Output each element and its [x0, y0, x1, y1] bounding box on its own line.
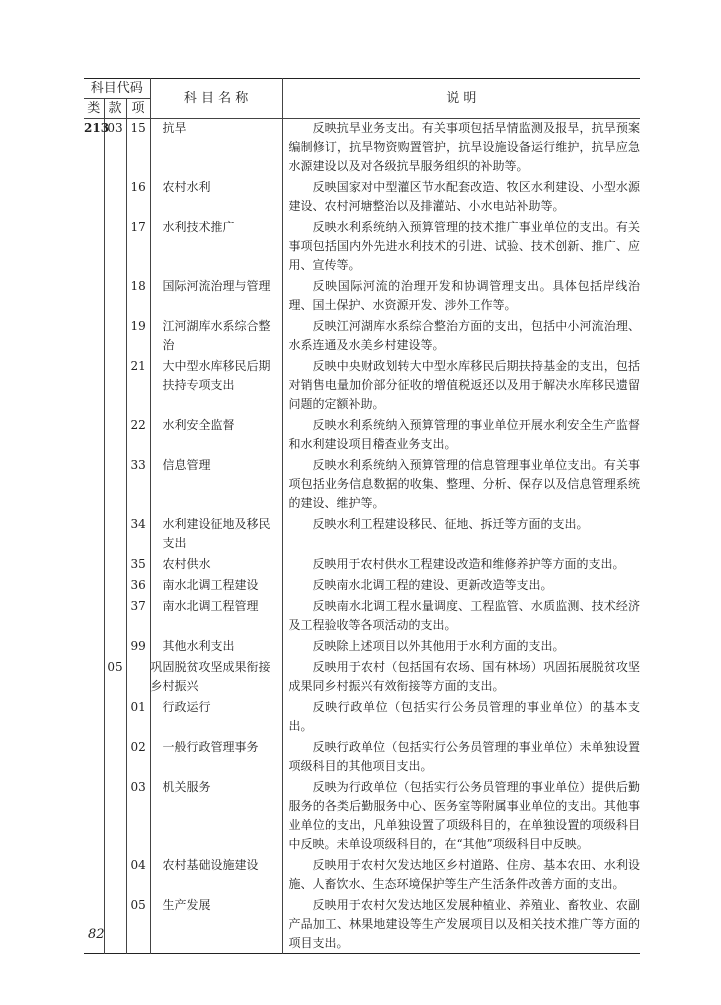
subject-description: 反映行政单位（包括实行公务员管理的事业单位）未单独设置项级科目的其他项目支出。 [288, 740, 641, 773]
lei-code [84, 595, 104, 635]
xiang-code: 36 [126, 574, 150, 595]
subject-description: 反映水利工程建设移民、征地、拆迁等方面的支出。 [312, 517, 589, 531]
subject-name: 其他水利支出 [150, 635, 282, 656]
subject-description: 反映南水北调工程水量调度、工程监管、水质监测、技术经济及工程验收等各项活动的支出。 [288, 599, 641, 632]
xiang-code: 05 [126, 894, 150, 954]
xiang-code: 15 [126, 119, 150, 177]
table-row [84, 635, 640, 656]
subject-name: 农村水利 [150, 176, 282, 216]
xiang-code: 34 [126, 513, 150, 553]
subject-table [84, 78, 640, 954]
lei-code [84, 355, 104, 414]
kuan-code [104, 513, 126, 553]
kuan-code [104, 595, 126, 635]
kuan-code [104, 553, 126, 574]
subject-description: 反映中央财政划转大中型水库移民后期扶持基金的支出，包括对销售电量加价部分征收的增值税返还以及用于解决水库移民遗留问题的定额补助。 [288, 359, 641, 411]
xiang-code: 21 [126, 355, 150, 414]
table-row [84, 119, 640, 177]
xiang-code: 99 [126, 635, 150, 656]
lei-code [84, 414, 104, 454]
subject-name: 江河湖库水系综合整治 [150, 315, 282, 355]
kuan-code [104, 176, 126, 216]
kuan-code [104, 736, 126, 776]
xiang-header: 项 [126, 99, 150, 119]
subject-name: 水利建设征地及移民支出 [150, 513, 282, 553]
subject-table-body [84, 119, 640, 954]
subject-name: 南水北调工程管理 [150, 595, 282, 635]
table-row [84, 894, 640, 954]
subject-name: 水利技术推广 [150, 216, 282, 275]
subject-description: 反映水利系统纳入预算管理的技术推广事业单位的支出。有关事项包括国内外先进水利技术的引进、试验、技术创新、推广、应用、宣传等。 [288, 220, 641, 272]
kuan-code: 05 [104, 656, 126, 696]
lei-header: 类 [84, 99, 104, 119]
subject-description: 反映南水北调工程的建设、更新改造等支出。 [312, 578, 553, 592]
xiang-code: 03 [126, 776, 150, 854]
subject-description: 反映国际河流的治理开发和协调管理支出。具体包括岸线治理、国土保护、水资源开发、涉外工作等。 [288, 279, 641, 312]
lei-code [84, 216, 104, 275]
xiang-code: 18 [126, 275, 150, 315]
subject-description: 反映国家对中型灌区节水配套改造、牧区水利建设、小型水源建设、农村河塘整治以及排灌站、小水电站补助等。 [288, 180, 641, 213]
subject-description: 反映水利系统纳入预算管理的信息管理事业单位支出。有关事项包括业务信息数据的收集、整理、分析、保存以及信息管理系统的建设、维护等。 [288, 458, 641, 510]
table-row [84, 696, 640, 736]
subject-name: 农村基础设施建设 [150, 854, 282, 894]
xiang-code: 01 [126, 696, 150, 736]
lei-code [84, 513, 104, 553]
xiang-code: 04 [126, 854, 150, 894]
kuan-code [104, 414, 126, 454]
table-row [84, 315, 640, 355]
table-row [84, 454, 640, 513]
xiang-code: 22 [126, 414, 150, 454]
subject-name: 农村供水 [150, 553, 282, 574]
subject-name: 信息管理 [150, 454, 282, 513]
xiang-code: 35 [126, 553, 150, 574]
table-row [84, 553, 640, 574]
lei-code [84, 553, 104, 574]
kuan-code [104, 574, 126, 595]
subject-description: 反映行政单位（包括实行公务员管理的事业单位）的基本支出。 [288, 700, 641, 733]
subject-description: 反映用于农村欠发达地区发展种植业、养殖业、畜牧业、农副产品加工、林果地建设等生产发展项目以及相关技术推广等方面的项目支出。 [288, 898, 641, 950]
page-number: 82 [88, 927, 105, 942]
lei-code [84, 894, 104, 954]
kuan-code [104, 776, 126, 854]
kuan-code [104, 894, 126, 954]
subject-name: 行政运行 [150, 696, 282, 736]
table-row [84, 176, 640, 216]
lei-code [84, 854, 104, 894]
lei-code [84, 176, 104, 216]
lei-code [84, 315, 104, 355]
lei-code [84, 736, 104, 776]
kuan-code [104, 854, 126, 894]
table-row [84, 275, 640, 315]
xiang-code: 33 [126, 454, 150, 513]
kuan-code [104, 216, 126, 275]
table-row [84, 656, 640, 696]
kuan-code [104, 635, 126, 656]
kuan-code [104, 315, 126, 355]
lei-code [84, 776, 104, 854]
table-row [84, 595, 640, 635]
subject-name-header: 科 目 名 称 [150, 79, 282, 119]
table-row [84, 513, 640, 553]
subject-name: 南水北调工程建设 [150, 574, 282, 595]
subject-description: 反映用于农村供水工程建设改造和维修养护等方面的支出。 [312, 557, 625, 571]
table-row [84, 854, 640, 894]
xiang-code: 02 [126, 736, 150, 776]
subject-description: 反映水利系统纳入预算管理的事业单位开展水利安全生产监督和水利建设项目稽查业务支出。 [288, 418, 641, 451]
subject-name: 巩固脱贫攻坚成果衔接乡村振兴 [150, 656, 282, 696]
subject-name: 生产发展 [150, 894, 282, 954]
subject-description: 反映江河湖库水系综合整治方面的支出，包括中小河流治理、水系连通及水美乡村建设等。 [288, 319, 641, 352]
xiang-code: 19 [126, 315, 150, 355]
xiang-code: 16 [126, 176, 150, 216]
description-header: 说 明 [446, 91, 477, 106]
table-row [84, 574, 640, 595]
subject-description: 反映抗旱业务支出。有关事项包括旱情监测及报旱，抗旱预案编制修订，抗旱物资购置管护，抗旱设施设备运行维护，抗旱应急水源建设以及对各级抗旱服务组织的补助等。 [288, 121, 641, 173]
table-row [84, 414, 640, 454]
xiang-code [126, 656, 150, 696]
subject-name: 国际河流治理与管理 [150, 275, 282, 315]
table-row [84, 736, 640, 776]
xiang-code: 37 [126, 595, 150, 635]
subject-description: 反映为行政单位（包括实行公务员管理的事业单位）提供后勤服务的各类后勤服务中心、医务室等附属事业单位的支出。其他事业单位的支出，凡单独设置了项级科目的，在单独设置的项级科目中反映。未单设项级科目的，在“其他”项级科目中反映。 [288, 780, 641, 851]
lei-code [84, 656, 104, 696]
subject-description: 反映用于农村（包括国有农场、国有林场）巩固拓展脱贫攻坚成果同乡村振兴有效衔接等方面的支出。 [288, 660, 641, 693]
kuan-code [104, 454, 126, 513]
subject-name: 机关服务 [150, 776, 282, 854]
subject-name: 水利安全监督 [150, 414, 282, 454]
xiang-code: 17 [126, 216, 150, 275]
lei-code [84, 454, 104, 513]
lei-code [84, 635, 104, 656]
table-row [84, 355, 640, 414]
kuan-header: 款 [104, 99, 126, 119]
kuan-code [104, 696, 126, 736]
subject-description: 反映用于农村欠发达地区乡村道路、住房、基本农田、水利设施、人畜饮水、生态环境保护等生产生活条件改善方面的支出。 [288, 858, 641, 891]
kuan-code: 03 [104, 119, 126, 177]
table-row [84, 216, 640, 275]
subject-name: 抗旱 [150, 119, 282, 177]
subject-code-header: 科目代码 [84, 79, 150, 99]
subject-name: 一般行政管理事务 [150, 736, 282, 776]
subject-description: 反映除上述项目以外其他用于水利方面的支出。 [312, 639, 565, 653]
lei-code [84, 275, 104, 315]
lei-code [84, 696, 104, 736]
subject-name: 大中型水库移民后期扶持专项支出 [150, 355, 282, 414]
lei-code: 213 [84, 119, 104, 177]
subject-table-container [84, 78, 640, 954]
kuan-code [104, 355, 126, 414]
table-row [84, 776, 640, 854]
kuan-code [104, 275, 126, 315]
lei-code [84, 574, 104, 595]
